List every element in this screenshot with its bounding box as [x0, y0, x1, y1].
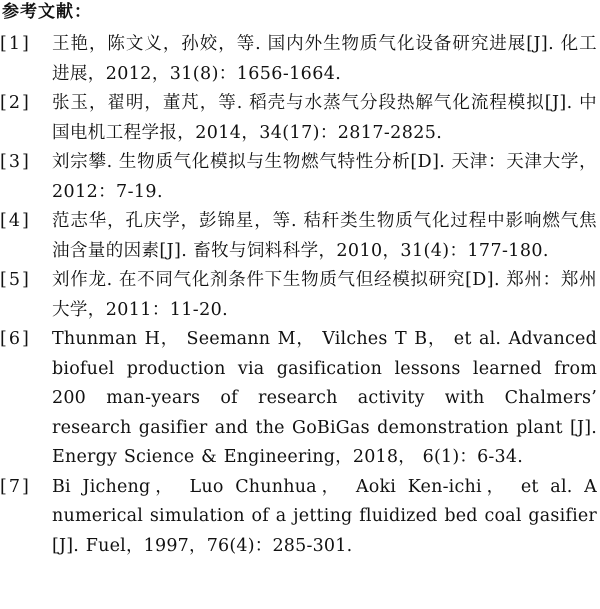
reference-number: [4] [0, 211, 31, 231]
reference-number: [6] [0, 329, 31, 349]
reference-text: Thunman H， Seemann M， Vilches T B， et al. Advanced biofuel production via gasification lessons learned from 200 man-years of research activity with Chalmers’ research gasifier and the GoBiGas demonstration plant [J]. Energy Science & Engineering，2018， 6(1)：6-34. [52, 329, 597, 467]
reference-number: [7] [0, 476, 31, 497]
reference-item-5 [0, 266, 600, 325]
reference-number: [2] [0, 93, 31, 113]
reference-text: 王艳，陈文义，孙姣，等. 国内外生物质气化设备研究进展[J]. 化工进展，2012，31(8)：1656-1664. [52, 34, 597, 84]
reference-text: 刘作龙. 在不同气化剂条件下生物质气但经模拟研究[D]. 郑州：郑州大学，2011：11-20. [52, 270, 597, 320]
reference-item-3 [0, 148, 600, 207]
reference-text: 刘宗攀. 生物质气化模拟与生物燃气特性分析[D]. 天津：天津大学，2012：7-19. [52, 152, 597, 202]
reference-item-2 [0, 89, 600, 148]
reference-item-7 [0, 473, 600, 562]
reference-number: [5] [0, 270, 31, 290]
reference-number: [1] [0, 34, 31, 54]
reference-text: 张玉，翟明，董芃，等. 稻壳与水蒸气分段热解气化流程模拟[J]. 中国电机工程学报，2014，34(17)：2817-2825. [52, 93, 597, 143]
reference-item-4 [0, 207, 600, 266]
references-heading: 参考文献： [2, 2, 92, 22]
reference-number: [3] [0, 152, 31, 172]
reference-list [0, 30, 600, 561]
reference-item-1 [0, 30, 600, 89]
reference-text: Bi Jicheng， Luo Chunhua， Aoki Ken-ichi， et al. A numerical simulation of a jetting fluidized bed coal gasifier [J]. Fuel，1997，76(4)：285-301. [52, 476, 597, 556]
reference-item-6 [0, 325, 600, 473]
reference-text: 范志华，孔庆学，彭锦星，等. 秸秆类生物质气化过程中影响燃气焦油含量的因素[J]. 畜牧与饲料科学，2010，31(4)：177-180. [52, 211, 597, 261]
